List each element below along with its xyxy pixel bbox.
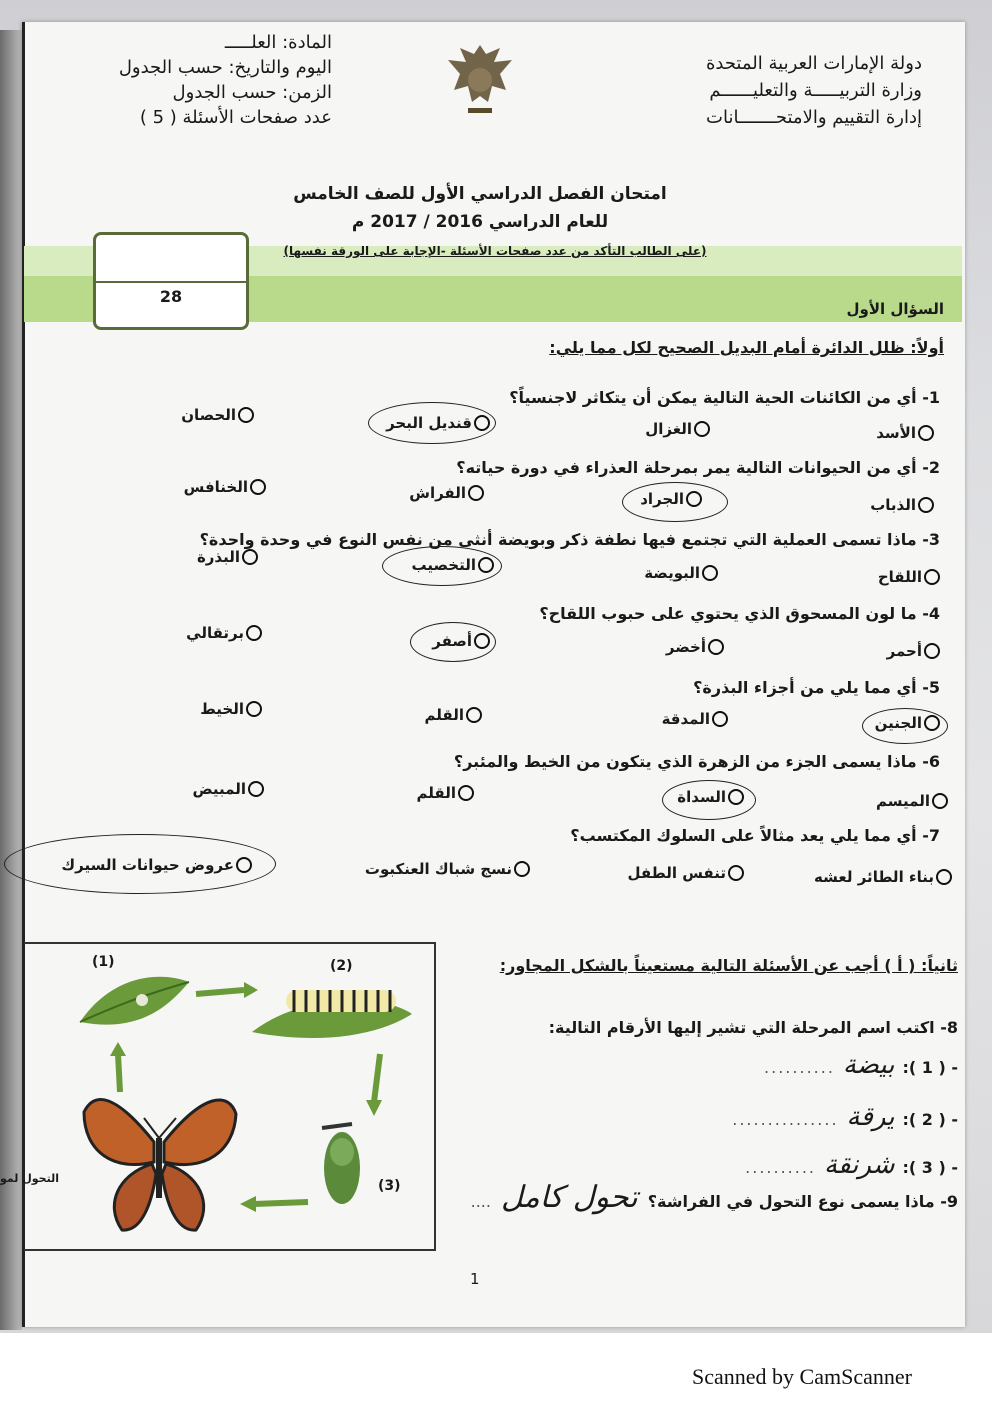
handwritten-answer: شرنقة [824, 1150, 895, 1180]
q4-option-4[interactable] [186, 624, 262, 642]
radio-icon [918, 497, 934, 513]
option-label: السداة [677, 788, 726, 806]
life-cycle-illustration [24, 942, 434, 1247]
radio-icon [918, 425, 934, 441]
q7-option-4[interactable] [61, 856, 252, 874]
q6-option-2[interactable] [677, 788, 744, 806]
q2-option-4[interactable] [184, 478, 266, 496]
handwritten-answer: بيضة [842, 1050, 895, 1080]
option-label: البويضة [644, 564, 700, 582]
option-label: نسج شباك العنكبوت [364, 860, 512, 878]
q5-option-3[interactable] [425, 706, 482, 724]
q9-row[interactable] [471, 1180, 958, 1215]
diagram-side-label: التحول لمو [0, 1172, 59, 1185]
diagram-label-1: (1) [92, 954, 115, 970]
q2-option-1[interactable] [870, 496, 934, 514]
arrow-head-icon [244, 982, 258, 998]
dotted-line: .......... [764, 1058, 835, 1077]
option-label: الغزال [645, 420, 692, 438]
score-divider [96, 281, 246, 283]
q3-option-2[interactable] [644, 564, 718, 582]
radio-icon [478, 557, 494, 573]
q6-option-3[interactable] [417, 784, 474, 802]
exam-title-line-2: للعام الدراسي 2016 / 2017 م [351, 212, 609, 232]
q4-option-1[interactable] [887, 642, 940, 660]
q8-answers [438, 1050, 958, 1198]
radio-icon [702, 565, 718, 581]
option-label: الخيط [200, 700, 244, 718]
answer-label: - ( 3 ): [902, 1158, 958, 1177]
question-4-text: 4- ما لون المسحوق الذي يحتوي على حبوب اللقاح؟ [539, 604, 940, 623]
q1-answer-circle [368, 402, 496, 444]
q5-option-2[interactable] [662, 710, 728, 728]
header-right-line-3: إدارة التقييم والامتحـــــــانات [706, 107, 922, 128]
question-6-text: 6- ماذا يسمى الجزء من الزهرة الذي يتكون من الخيط والمئبر؟ [453, 752, 940, 771]
header-ministry [622, 50, 922, 131]
dotted-line: .... [470, 1192, 491, 1211]
exam-title [250, 180, 710, 236]
radio-icon [694, 421, 710, 437]
option-label: أصفر [432, 632, 472, 650]
score-value: 28 [159, 287, 183, 306]
radio-icon [924, 643, 940, 659]
radio-icon [238, 407, 254, 423]
q7-option-3[interactable] [365, 860, 530, 878]
option-label: القلم [416, 784, 456, 802]
option-label: الأسد [876, 424, 916, 442]
handwritten-answer: تحول كامل [500, 1180, 638, 1215]
uae-emblem-icon [440, 40, 520, 130]
q3-option-1[interactable] [878, 568, 940, 586]
header-left-line-1: المادة: العلـــــ [224, 32, 332, 53]
header-left-line-4: عدد صفحات الأسئلة ( 5 ) [139, 107, 332, 128]
question-1-text: 1- أي من الكائنات الحية التالية يمكن أن يتكاثر لاجنسياً؟ [509, 388, 940, 407]
q2-option-3[interactable] [409, 484, 484, 502]
radio-icon [468, 485, 484, 501]
butterfly-icon [84, 1100, 236, 1231]
header-left-line-2: اليوم والتاريخ: حسب الجدول [118, 57, 332, 78]
option-label: الجنين [874, 714, 922, 732]
header-left-line-3: الزمن: حسب الجدول [172, 82, 332, 103]
question-8-text: 8- اكتب اسم المرحلة التي تشير إليها الأرقام التالية: [548, 1018, 958, 1037]
section-2-title: ثانياً: ( أ ) أجب عن الأسئلة التالية مستعيناً بالشكل المجاور: [499, 956, 958, 975]
q1-option-1[interactable] [876, 424, 934, 442]
q3-option-3[interactable] [412, 556, 495, 574]
q6-option-4[interactable] [192, 780, 264, 798]
arrow-head-icon [110, 1042, 126, 1056]
section-1-title: أولاً: ظلل الدائرة أمام البديل الصحيح لكل مما يلي: [549, 338, 944, 357]
caterpillar-leaf-icon [252, 990, 412, 1038]
answer-label: - ( 2 ): [902, 1110, 958, 1129]
header-subject-info [72, 30, 332, 130]
radio-icon [474, 633, 490, 649]
radio-icon [466, 707, 482, 723]
question-heading: السؤال الأول [846, 300, 944, 318]
q1-option-2[interactable] [645, 420, 710, 438]
radio-icon [248, 781, 264, 797]
option-label: برتقالي [186, 624, 244, 642]
question-7-text: 7- أي مما يلي يعد مثالاً على السلوك المكتسب؟ [570, 826, 940, 845]
radio-icon [458, 785, 474, 801]
camscanner-footer: Scanned by CamScanner [692, 1364, 912, 1389]
option-label: الميسم [876, 792, 930, 810]
option-label: الخنافس [183, 478, 248, 496]
option-label: أحمر [886, 642, 922, 660]
diagram-label-3: (3) [378, 1178, 401, 1194]
radio-icon [250, 479, 266, 495]
option-label: الفراش [409, 484, 466, 502]
radio-icon [728, 865, 744, 881]
radio-icon [236, 857, 252, 873]
question-9-text: 9- ماذا يسمى نوع التحول في الفراشة؟ [647, 1192, 958, 1211]
diagram-label-2: (2) [330, 958, 353, 974]
option-label: التخصيب [411, 556, 476, 574]
option-label: البذرة [196, 548, 240, 566]
option-label: الذباب [870, 496, 916, 514]
q7-option-1[interactable] [814, 868, 952, 886]
option-label: أخضر [665, 638, 706, 656]
radio-icon [246, 625, 262, 641]
egg-leaf-icon [80, 977, 189, 1025]
option-label: تنفس الطفل [627, 864, 726, 882]
q1-option-4[interactable] [181, 406, 254, 424]
option-label: قنديل البحر [386, 414, 472, 432]
q6-option-1[interactable] [876, 792, 948, 810]
question-5-text: 5- أي مما يلي من أجزاء البذرة؟ [693, 678, 940, 697]
arrow-head-icon [366, 1100, 382, 1116]
score-box [93, 232, 249, 330]
page-number: 1 [470, 1270, 480, 1288]
option-label: الجراد [640, 490, 684, 508]
scan-left-edge [0, 30, 22, 1330]
q5-option-1[interactable] [875, 714, 940, 732]
dotted-line: .......... [745, 1158, 817, 1177]
option-label: القلم [424, 706, 464, 724]
radio-icon [708, 639, 724, 655]
header-right-line-2: وزارة التربيـــــة والتعليــــــم [709, 80, 922, 101]
radio-icon [924, 569, 940, 585]
radio-icon [242, 549, 258, 565]
q7-option-2[interactable] [627, 864, 744, 882]
q2-answer-circle [622, 482, 728, 522]
q3-option-4[interactable] [197, 548, 258, 566]
option-label: عروض حيوانات السيرك [61, 856, 234, 874]
q4-option-3[interactable] [432, 632, 490, 650]
exam-title-line-1: امتحان الفصل الدراسي الأول للصف الخامس [293, 184, 667, 204]
q8-answer-row-2[interactable] [438, 1102, 958, 1150]
handwritten-answer: يرقة [846, 1102, 895, 1132]
radio-icon [514, 861, 530, 877]
radio-icon [932, 793, 948, 809]
header-right-line-1: دولة الإمارات العربية المتحدة [705, 53, 922, 74]
arrow-icon [196, 990, 244, 994]
option-label: اللقاح [877, 568, 922, 586]
q4-option-2[interactable] [666, 638, 724, 656]
chrysalis-icon [322, 1124, 360, 1204]
answer-label: - ( 1 ): [902, 1058, 958, 1077]
arrow-icon [118, 1054, 120, 1092]
radio-icon [728, 789, 744, 805]
q5-option-4[interactable] [200, 700, 262, 718]
question-2-text: 2- أي من الحيوانات التالية يمر بمرحلة العذراء في دورة حياته؟ [456, 458, 940, 477]
arrow-icon [374, 1054, 380, 1102]
option-label: المدقة [661, 710, 710, 728]
arrow-icon [254, 1202, 308, 1204]
radio-icon [246, 701, 262, 717]
arrow-head-icon [240, 1196, 256, 1212]
q8-answer-row-1[interactable] [438, 1050, 958, 1102]
radio-icon [924, 715, 940, 731]
dotted-line: ............... [732, 1110, 839, 1129]
option-label: الحصان [181, 406, 236, 424]
instruction-note: (على الطالب التأكد من عدد صفحات الأسئلة -الإجابة على الورقة نفسها) [283, 244, 707, 258]
option-label: بناء الطائر لعشه [814, 868, 934, 886]
radio-icon [712, 711, 728, 727]
option-label: المبيض [192, 780, 246, 798]
question-3-text: 3- ماذا تسمى العملية التي تجتمع فيها نطفة ذكر وبويضة أنثى من نفس النوع في وحدة واحدة؟ [199, 530, 940, 549]
radio-icon [936, 869, 952, 885]
